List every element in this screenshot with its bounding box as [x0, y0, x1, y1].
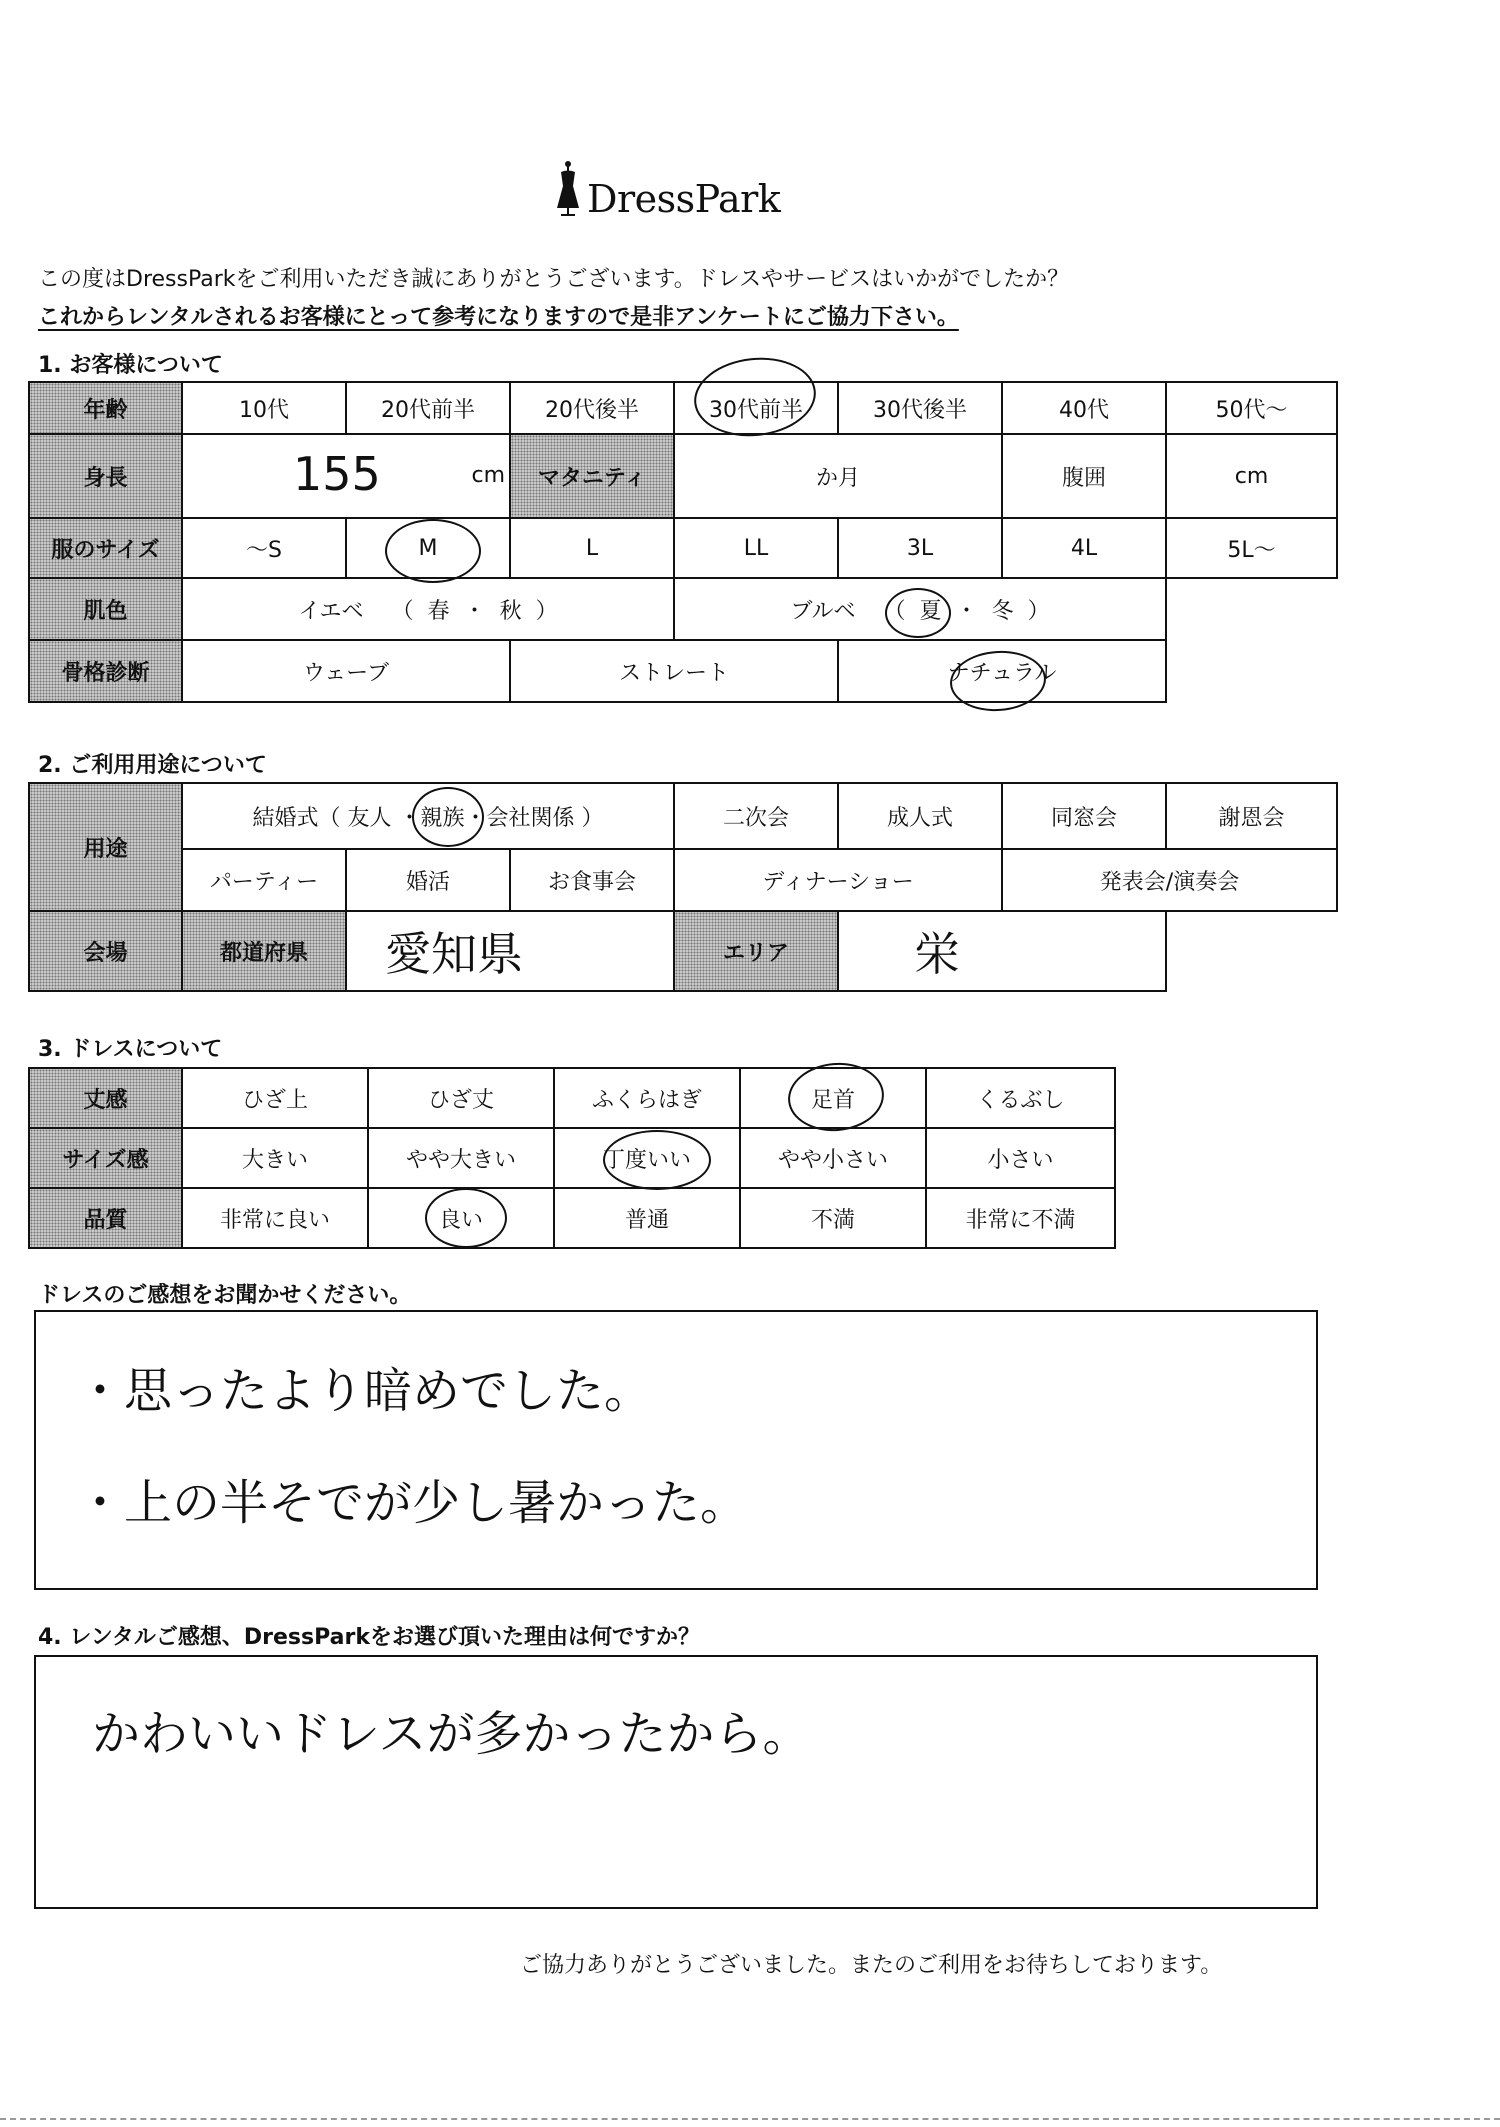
fit-option[interactable]: 小さい: [926, 1128, 1115, 1188]
paren-close: ）: [1027, 598, 1050, 624]
skin-yellow-text: イエベ: [298, 598, 364, 624]
age-option[interactable]: 10代: [182, 382, 346, 434]
venue-label: 会場: [29, 911, 182, 991]
area-value: 栄: [914, 927, 961, 981]
wedding-friend[interactable]: 友人: [347, 805, 392, 831]
length-option[interactable]: ひざ上: [182, 1068, 368, 1128]
waist-unit[interactable]: cm: [1166, 434, 1337, 518]
wedding-text: 結婚式: [252, 805, 319, 831]
skeleton-label: 骨格診断: [29, 640, 182, 702]
customer-table: [28, 381, 1338, 703]
height-unit: cm: [471, 463, 505, 488]
intro-line-1: この度はDressParkをご利用いただき誠にありがとうございます。ドレスやサービスはいかがでしたか？: [38, 267, 1070, 292]
section-4-title: 4. レンタルご感想、DressParkをお選び頂いた理由は何ですか？: [38, 1625, 700, 1650]
separator-dot: ・: [463, 598, 486, 624]
age-option-selected[interactable]: 30代前半: [674, 382, 838, 434]
purpose-option[interactable]: 謝恩会: [1166, 783, 1337, 849]
fit-label: サイズ感: [29, 1128, 182, 1188]
fit-option[interactable]: 大きい: [182, 1128, 368, 1188]
skin-summer[interactable]: 夏: [919, 598, 942, 624]
skin-yellow-cell[interactable]: [182, 578, 674, 640]
size-option[interactable]: 〜S: [182, 518, 346, 578]
waist-label: 腹囲: [1002, 434, 1166, 518]
wedding-cell[interactable]: [182, 783, 674, 849]
fit-option[interactable]: やや小さい: [740, 1128, 926, 1188]
purpose-option[interactable]: 成人式: [838, 783, 1002, 849]
paren-open: （: [391, 598, 414, 624]
purpose-option[interactable]: パーティー: [182, 849, 346, 911]
prefecture-input[interactable]: [346, 911, 674, 991]
scan-edge-divider: [0, 2118, 1500, 2120]
maternity-label: マタニティ: [510, 434, 674, 518]
section-1-title: 1. お客様について: [38, 353, 223, 378]
quality-option[interactable]: 不満: [740, 1188, 926, 1248]
usage-table: [28, 782, 1338, 992]
impression-line: ・思ったより暗めでした。: [76, 1363, 653, 1419]
empty-cell: [1166, 911, 1337, 991]
size-label: 服のサイズ: [29, 518, 182, 578]
maternity-unit[interactable]: か月: [674, 434, 1002, 518]
size-option-selected[interactable]: M: [346, 518, 510, 578]
paren-open: （: [318, 805, 341, 831]
thanks-message: ご協力ありがとうございました。またのご利用をお待ちしております。: [520, 1953, 1223, 1978]
length-option-selected[interactable]: 足首: [740, 1068, 926, 1128]
skeleton-option-selected[interactable]: ナチュラル: [838, 640, 1166, 702]
length-option[interactable]: ひざ丈: [368, 1068, 554, 1128]
size-option[interactable]: 5L〜: [1166, 518, 1337, 578]
height-cell[interactable]: [182, 434, 510, 518]
age-option[interactable]: 50代〜: [1166, 382, 1337, 434]
section-3-title: 3. ドレスについて: [38, 1037, 223, 1062]
intro-line-2: これからレンタルされるお客様にとって参考になりますので是非アンケートにご協力下さい。: [38, 305, 959, 330]
skin-label: 肌色: [29, 578, 182, 640]
quality-option[interactable]: 普通: [554, 1188, 740, 1248]
impression-line: ・上の半そでが少し暑かった。: [76, 1475, 749, 1531]
quality-option[interactable]: 非常に良い: [182, 1188, 368, 1248]
wedding-company[interactable]: 会社関係: [486, 805, 575, 831]
height-label: 身長: [29, 434, 182, 518]
reason-textarea[interactable]: [34, 1655, 1318, 1909]
size-option[interactable]: LL: [674, 518, 838, 578]
quality-label: 品質: [29, 1188, 182, 1248]
size-option[interactable]: 4L: [1002, 518, 1166, 578]
separator-dot: ・: [398, 805, 421, 831]
skeleton-option[interactable]: ウェーブ: [182, 640, 510, 702]
paren-close: ）: [581, 805, 604, 831]
age-option[interactable]: 20代後半: [510, 382, 674, 434]
purpose-option[interactable]: ディナーショー: [674, 849, 1002, 911]
skin-blue-cell[interactable]: [674, 578, 1166, 640]
prefecture-value: 愛知県: [385, 927, 523, 981]
skin-blue-text: ブルベ: [790, 598, 856, 624]
skin-autumn[interactable]: 秋: [499, 598, 522, 624]
impressions-textarea[interactable]: [34, 1310, 1318, 1590]
skin-winter[interactable]: 冬: [991, 598, 1014, 624]
impressions-prompt: ドレスのご感想をお聞かせください。: [38, 1283, 412, 1308]
size-option[interactable]: L: [510, 518, 674, 578]
skeleton-option[interactable]: ストレート: [510, 640, 838, 702]
age-label: 年齢: [29, 382, 182, 434]
logo-text: DressPark: [587, 177, 781, 221]
purpose-option[interactable]: 婚活: [346, 849, 510, 911]
dresspark-logo: [555, 160, 781, 221]
prefecture-label: 都道府県: [182, 911, 346, 991]
purpose-option[interactable]: 発表会/演奏会: [1002, 849, 1337, 911]
purpose-label: 用途: [29, 783, 182, 911]
fit-option-selected[interactable]: 丁度いい: [554, 1128, 740, 1188]
wedding-relative[interactable]: 親族: [420, 805, 465, 831]
length-option[interactable]: ふくらはぎ: [554, 1068, 740, 1128]
dress-table: [28, 1067, 1116, 1249]
purpose-option[interactable]: 同窓会: [1002, 783, 1166, 849]
age-option[interactable]: 40代: [1002, 382, 1166, 434]
age-option[interactable]: 20代前半: [346, 382, 510, 434]
skin-spring[interactable]: 春: [427, 598, 450, 624]
area-label: エリア: [674, 911, 838, 991]
section-2-title: 2. ご利用用途について: [38, 753, 267, 778]
area-input[interactable]: [838, 911, 1166, 991]
purpose-option[interactable]: お食事会: [510, 849, 674, 911]
age-option[interactable]: 30代後半: [838, 382, 1002, 434]
quality-option[interactable]: 非常に不満: [926, 1188, 1115, 1248]
paren-close: ）: [535, 598, 558, 624]
empty-cell: [1166, 640, 1337, 702]
paren-open: （: [883, 598, 906, 624]
length-label: 丈感: [29, 1068, 182, 1128]
reason-answer: かわいいドレスが多かったから。: [92, 1706, 811, 1762]
dress-mannequin-icon: [555, 160, 581, 218]
separator-dot: ・: [464, 805, 487, 831]
purpose-option[interactable]: 二次会: [674, 783, 838, 849]
separator-dot: ・: [955, 598, 978, 624]
height-value: 155: [293, 447, 381, 501]
empty-cell: [1166, 578, 1337, 640]
quality-option-selected[interactable]: 良い: [368, 1188, 554, 1248]
fit-option[interactable]: やや大きい: [368, 1128, 554, 1188]
size-option[interactable]: 3L: [838, 518, 1002, 578]
length-option[interactable]: くるぶし: [926, 1068, 1115, 1128]
